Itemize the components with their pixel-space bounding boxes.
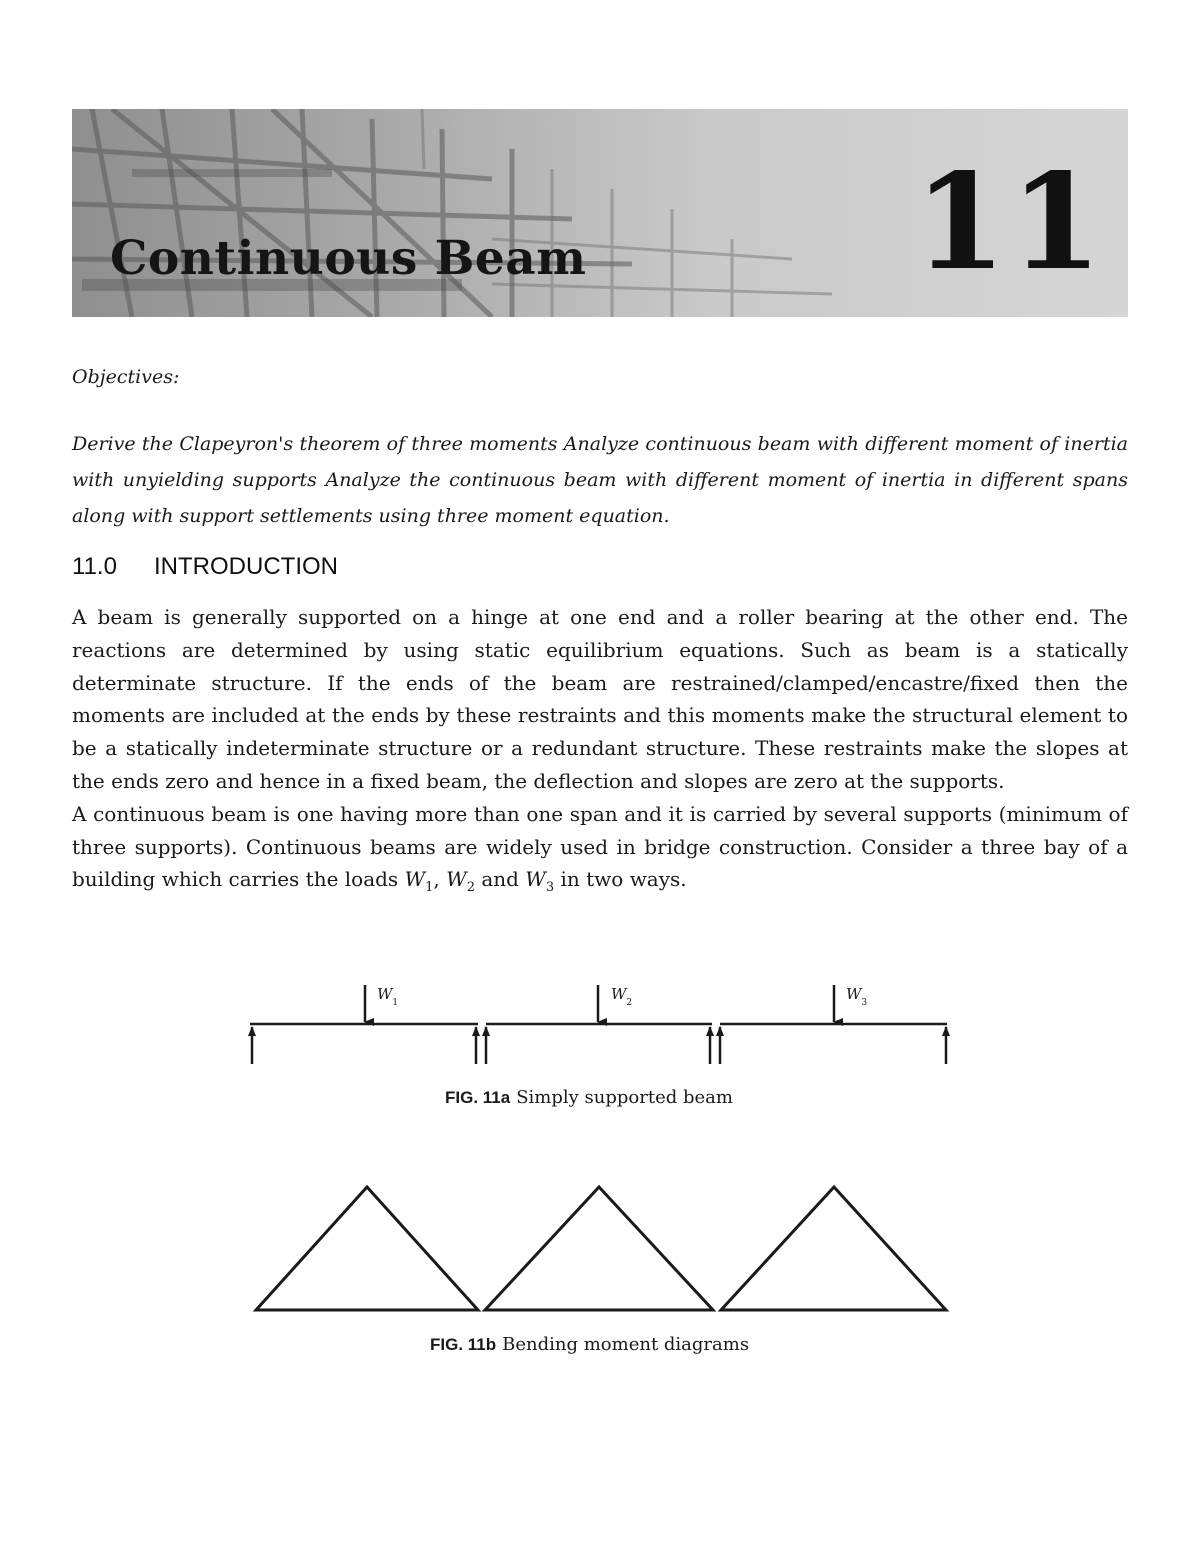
figure-11b-caption bbox=[430, 1334, 749, 1355]
fig-a-load-label-1: $W_1$ bbox=[377, 985, 399, 1008]
section-title: INTRODUCTION bbox=[154, 553, 338, 580]
figure-11a-text: Simply supported beam bbox=[516, 1087, 733, 1108]
fig-a-load-label-2: $W_2$ bbox=[611, 985, 633, 1008]
introduction-body bbox=[72, 601, 1128, 896]
bmd-triangle-2 bbox=[485, 1187, 713, 1310]
load-subscript-1: 1 bbox=[425, 880, 434, 896]
intro-paragraph-2 bbox=[72, 798, 1128, 896]
separator-2: and bbox=[474, 867, 526, 892]
section-number: 11.0 bbox=[72, 553, 117, 580]
figure-11a-caption bbox=[445, 1087, 733, 1108]
intro-paragraph-1: A beam is generally supported on a hinge at one end and a roller bearing at the other end. The reactions are determined by using static equilibrium equations. Such as beam is a statically determinate structure. If the ends of the beam are restrained/clamped/encastre/fixed then the moments are included at the ends by these restraints and this moments make the structural element to be a statically indeterminate structure or a redundant structure. These restraints make the slopes at the ends zero and hence in a fixed beam, the deflection and slopes are zero at the supports. bbox=[72, 605, 1128, 793]
objectives-label: Objectives: bbox=[72, 366, 180, 388]
load-symbol-w1: W bbox=[404, 867, 426, 892]
load-subscript-2: 2 bbox=[466, 880, 475, 896]
load-symbol-w2: W bbox=[446, 867, 467, 892]
bmd-triangle-1 bbox=[256, 1187, 478, 1310]
intro-p2-start: A continuous beam is one having more than one span and it is carried by several supports (minimum of three supports). Continuous beams are widely used in bridge construction. Consider a three bay of a building which carries the loads bbox=[72, 801, 1128, 892]
objectives-text: Derive the Clapeyron's theorem of three moments Analyze continuous beam with different moment of inertia with unyielding supports Analyze the continuous beam with different moment of inertia in different spans along with support settlements using three moment equation. bbox=[72, 433, 1128, 527]
chapter-title: Continuous Beam bbox=[110, 231, 587, 286]
intro-p2-end: in two ways. bbox=[554, 867, 687, 892]
load-subscript-3: 3 bbox=[545, 880, 555, 896]
figure-11b-label: FIG. 11b bbox=[430, 1335, 497, 1354]
chapter-banner bbox=[72, 109, 1128, 317]
section-heading bbox=[72, 553, 338, 581]
bmd-triangle-3 bbox=[721, 1187, 946, 1310]
figure-11b-text: Bending moment diagrams bbox=[502, 1334, 750, 1355]
figure-11a-label: FIG. 11a bbox=[445, 1088, 511, 1107]
fig-a-load-label-3: $W_3$ bbox=[846, 985, 868, 1008]
separator-1: , bbox=[433, 867, 447, 892]
load-symbol-w3: W bbox=[525, 867, 546, 892]
chapter-number: 11 bbox=[914, 145, 1106, 300]
